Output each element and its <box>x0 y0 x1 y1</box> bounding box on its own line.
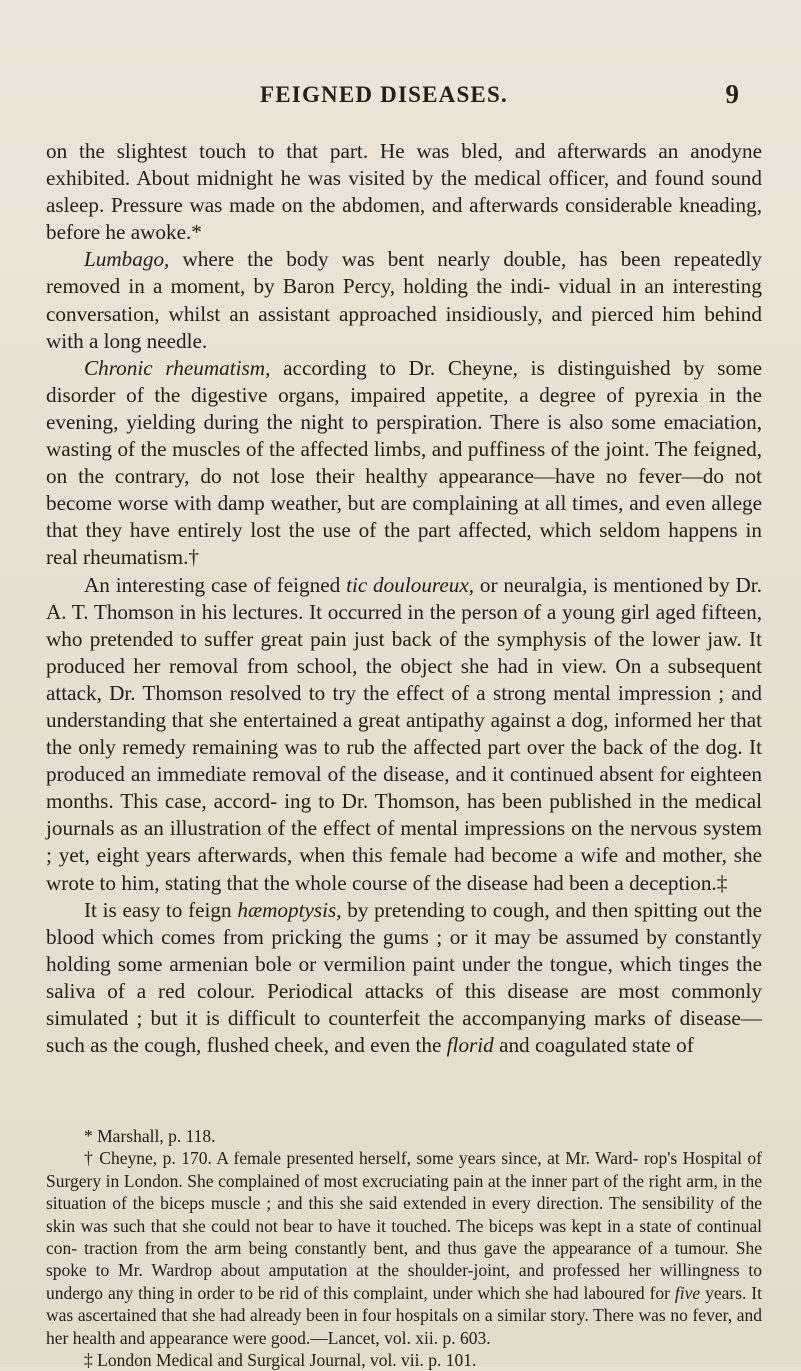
paragraph-continuation <box>46 138 762 246</box>
paragraph-5-middle: by pretending to cough, and then spitting out the blood which comes from pricking the gums ; or it may be assumed by constantly holding some armenian bole or vermilion paint under the tongue, which tinges the saliva of a red colour. Periodical attacks of this disease are most commonly simulated ; but it is difficult to counterfeit the accompanying marks of disease— such as the cough, flushed cheek, and even the <box>46 897 762 1058</box>
footnote-3-text: ‡ London Medical and Surgical Journal, vol. vii. p. 101. <box>84 1350 477 1371</box>
footnote-cheyne <box>46 1147 762 1349</box>
term-tic-douloureux: tic douloureux, <box>346 572 475 597</box>
footnote-2-text: † Cheyne, p. 170. A female presented herself, some years since, at Mr. Ward- rop's Hospital of Surgery in London. She complained of most excruciating pain at the inner part of the right arm, in the situation of the biceps muscle ; and this she said extended in every direction. The sensibility of the skin was such that she could not bear to have it touched. The biceps was kept in a state of continual con- traction from the arm being constantly bent, and thus gave the appearance of a tumour. She spoke to Mr. Wardrop about amputation at the shoulder-joint, and professed her willingness to undergo any thing in order to be rid of this complaint, under which she had laboured for <box>46 1148 762 1303</box>
running-head <box>0 79 801 112</box>
paragraph-tic-douloureux <box>46 572 762 897</box>
paragraph-haemoptysis <box>46 897 762 1060</box>
footnotes <box>46 1125 762 1371</box>
term-lumbago: Lumbago, <box>84 247 170 272</box>
term-chronic-rheumatism: Chronic rheumatism, <box>84 355 271 380</box>
term-haemoptysis: hæmoptysis, <box>237 897 342 922</box>
paragraph-5-intro: It is easy to feign <box>84 897 238 922</box>
paragraph-5-end: and coagulated state of <box>493 1033 694 1058</box>
paragraph-2-text: where the body was bent nearly double, has been repeatedly removed in a moment, by Baron Percy, holding the indi- vidual in an interesting conversation, whilst an assistant approached insidiously, and pierced him behind with a long needle. <box>46 247 762 353</box>
paragraph-lumbago <box>46 246 762 354</box>
paragraph-chronic-rheumatism <box>46 355 762 572</box>
footnote-1-text: * Marshall, p. 118. <box>84 1126 216 1146</box>
term-florid: florid <box>446 1033 494 1058</box>
body-text <box>46 138 762 1059</box>
paragraph-4-intro: An interesting case of feigned <box>84 572 347 597</box>
running-title: FEIGNED DISEASES. <box>260 82 508 107</box>
page-number: 9 <box>725 79 739 109</box>
paragraph-1-text: on the slightest touch to that part. He was bled, and afterwards an anodyne exhibited. About midnight he was visited by the medical officer, and found sound asleep. Pressure was made on the abdomen, and afterwards considerable kneading, before he awoke.* <box>46 139 762 245</box>
paragraph-3-text: according to Dr. Cheyne, is distinguished by some disorder of the digestive organs, impaired appetite, a degree of pyrexia in the evening, yielding during the night to perspiration. There is also some emaciation, wasting of the muscles of the affected limbs, and puffiness of the joint. The feigned, on the contrary, do not lose their healthy appearance—have no fever—do not become worse with damp weather, but are complaining at all times, and even allege that they have entirely lost the use of the part affected, which seldom happens in real rheumatism.† <box>46 355 762 570</box>
footnote-2-end: years. It was ascertained that she had already been in four hospitals on a similar story. There was no fever, and her health and appearance were good.—Lancet, vol. xii. p. 603. <box>46 1282 762 1348</box>
paragraph-4-text: or neuralgia, is mentioned by Dr. A. T. Thomson in his lectures. It occurred in the person of a young girl aged fifteen, who pretended to suffer great pain just back of the symphysis of the lower jaw. It produced her removal from school, the object she had in view. On a subsequent attack, Dr. Thomson resolved to try the effect of a strong mental impression ; and understanding that she entertained a great antipathy against a dog, informed her that the only remedy remaining was to rub the affected part over the back of the dog. It produced an immediate removal of the disease, and it continued absent for eighteen months. This case, accord- ing to Dr. Thomson, has been published in the medical journals as an illustration of the effect of mental impressions on the nervous system ; yet, eight years afterwards, when this female had become a wife and mother, she wrote to him, stating that the whole course of the disease had been a deception.‡ <box>46 572 762 895</box>
footnote-2-italic-five: five <box>674 1282 701 1303</box>
footnote-marshall <box>46 1125 762 1147</box>
footnote-journal <box>46 1349 762 1371</box>
